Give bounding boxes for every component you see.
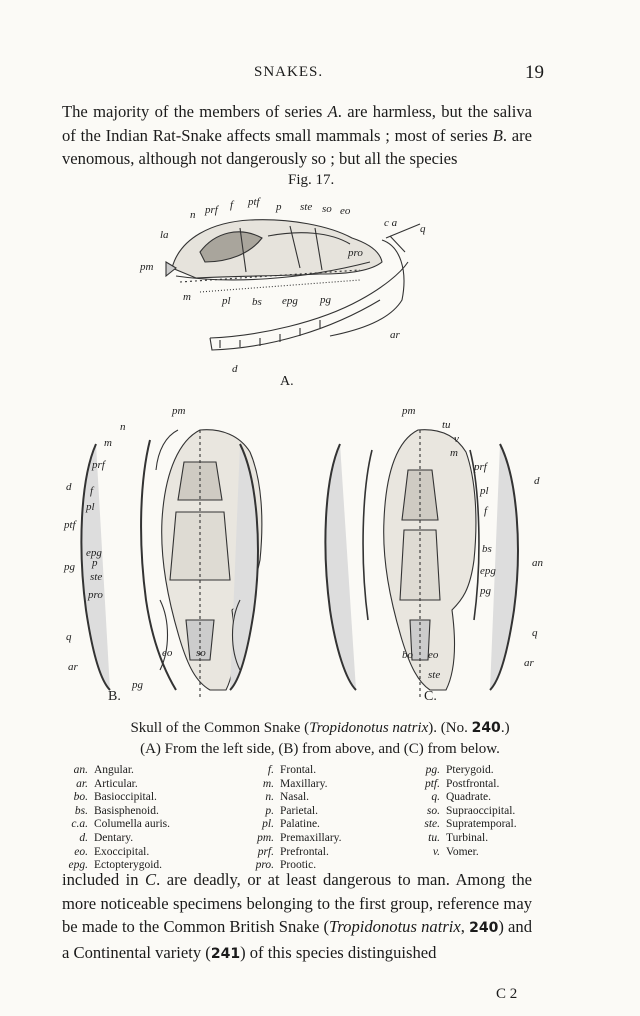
label-prf-b: prf [92, 459, 105, 471]
label-prf-c: prf [474, 461, 487, 473]
catalog-number: 240 [471, 720, 501, 736]
sublabel-b: B. [108, 689, 121, 704]
figure-title: Fig. 17. [288, 172, 335, 188]
label-ar-b: ar [68, 661, 78, 673]
legend-column-3: pg. Pterygoid. ptf. Postfrontal. q. Quadrate. so. Supraoccipital. ste. Supratemporal. tu. Turbinal. v. Vomer. [424, 764, 517, 858]
label-pm: pm [140, 261, 154, 273]
label-pro: pro [348, 247, 363, 259]
label-pg-c: pg [480, 585, 491, 597]
label-d-c: d [534, 475, 540, 487]
label-eo-b: eo [162, 647, 173, 659]
label-eo-c: eo [428, 649, 439, 661]
label-pl: pl [222, 295, 231, 307]
running-title: SNAKES. [254, 64, 324, 80]
skull-lateral-view [166, 220, 420, 350]
label-v-c: v [454, 433, 459, 445]
label-pl-b: pl [86, 501, 95, 513]
label-ste-c: ste [428, 669, 441, 681]
label-p: p [276, 201, 282, 213]
label-prf: prf [205, 204, 218, 216]
skull-dorsal-view [81, 430, 261, 700]
paragraph-bottom: included in C. are deadly, or at least dangerous to man. Among the more noticeable specimens belonging to the first group, reference may be made to the Common British Snake (Tropidonotus natrix, 240) and a Continental variety (241) of this species distinguished [62, 870, 532, 962]
label-q-b: q [66, 631, 72, 643]
label-an-c: an [532, 557, 543, 569]
label-ca: c a [384, 217, 398, 229]
sublabel-c: C. [424, 689, 437, 704]
label-bo-c: bo [402, 649, 413, 661]
label-ste-b: ste [90, 571, 103, 583]
sublabel-a: A. [280, 374, 294, 389]
label-f-b: f [90, 485, 94, 497]
label-q-c: q [532, 627, 538, 639]
label-pm-b: pm [172, 405, 186, 417]
label-f: f [230, 199, 234, 211]
label-m-c: m [450, 447, 458, 459]
label-epg-c: epg [480, 565, 496, 577]
legend-column-2: f. Frontal. m. Maxillary. n. Nasal. p. Parietal. pl. Palatine. pm. Premaxillary. prf. Prefrontal. pro. Prootic. [255, 764, 342, 872]
page-number: 19 [525, 62, 544, 83]
label-so: so [322, 203, 332, 215]
label-bs-c: bs [482, 543, 492, 555]
label-p-b: p [92, 557, 98, 569]
label-pl-c: pl [480, 485, 489, 497]
label-pro-b: pro [88, 589, 103, 601]
label-ar: ar [390, 329, 400, 341]
abbreviation-legend [60, 764, 580, 872]
legend-column-1: an. Angular. ar. Articular. bo. Basioccipital. bs. Basisphenoid. c.a. Columella auris. d. Dentary. eo. Exoccipital. epg. Ectopterygoid. [68, 764, 171, 872]
label-epg-b: epg [86, 547, 102, 559]
label-ste: ste [300, 201, 313, 213]
label-pg-b: pg [64, 561, 75, 573]
label-la: la [160, 229, 169, 241]
paragraph-top: The majority of the members of series A. are harmless, but the saliva of the Indian Rat-Snake affects small mammals ; most of series B. are venomous, although not dangerously so ; but all the species [62, 102, 532, 168]
label-ptf-b: ptf [64, 519, 76, 531]
signature-mark: C 2 [496, 986, 518, 1002]
label-pm-c: pm [402, 405, 416, 417]
label-m-b: m [104, 437, 112, 449]
label-d-b: d [66, 481, 72, 493]
label-pg: pg [320, 294, 331, 306]
label-bs: bs [252, 296, 262, 308]
label-n-b: n [120, 421, 126, 433]
label-epg: epg [282, 295, 298, 307]
figure-caption: Skull of the Common Snake (Tropidonotus natrix). (No. 240.) (A) From the left side, (B) from above, and (C) from below. [130, 720, 510, 757]
label-m: m [183, 291, 191, 303]
label-f-c: f [484, 505, 488, 517]
label-d: d [232, 363, 238, 375]
label-ptf: ptf [248, 196, 260, 208]
label-so-b: so [196, 647, 206, 659]
label-pg-b2: pg [132, 679, 143, 691]
label-n: n [190, 209, 196, 221]
label-ar-c: ar [524, 657, 534, 669]
label-tu-c: tu [442, 419, 451, 431]
label-eo: eo [340, 205, 351, 217]
label-q: q [420, 223, 426, 235]
